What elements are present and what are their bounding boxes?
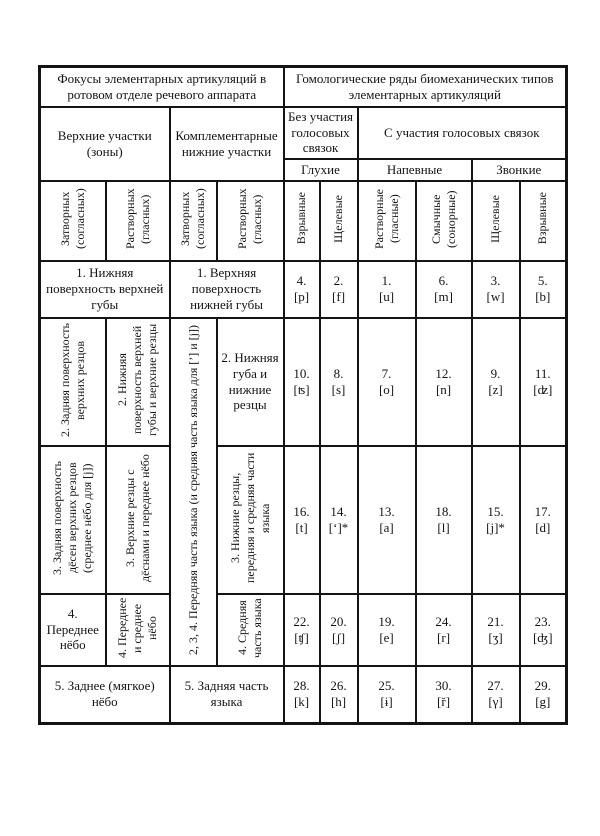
sound-cell — [358, 261, 416, 318]
subheader-fricative-voiced — [472, 181, 520, 261]
subheader-open-vowels-voiced — [358, 181, 416, 261]
sound-cell — [472, 594, 520, 666]
sound-symbol: [ʧ] — [294, 629, 309, 645]
sound-symbol: [o] — [378, 381, 395, 397]
sound-number: 2. — [333, 273, 344, 289]
table-title-right: Гомологические ряды биомеханических типов элементарных артикуляций — [284, 67, 567, 107]
sound-number: 24. — [435, 613, 452, 629]
sound-symbol: [ʦ] — [293, 381, 310, 397]
sound-cell — [520, 446, 567, 594]
articulation-table — [38, 65, 568, 725]
sound-symbol: [ɨ] — [380, 694, 393, 710]
zone-open-row3 — [106, 446, 170, 594]
sound-symbol: [t] — [295, 519, 308, 535]
zone-row5: 5. Заднее (мягкое) нёбо — [40, 666, 170, 724]
sound-symbol: [f] — [332, 289, 346, 304]
sound-symbol: [n] — [435, 381, 452, 397]
sound-number: 6. — [438, 273, 449, 289]
sound-symbol: [‘]* — [328, 519, 349, 535]
rotated-label: 3. Задняя поверхность дёсен верхних резцов (среднее нёбо для [j]) — [50, 460, 95, 575]
sound-symbol: [ř] — [437, 694, 451, 710]
sound-number: 1. — [381, 273, 392, 289]
rotated-label: 4. Средняя часть языка — [235, 597, 265, 658]
subheader-label: Затворных (согласных) — [57, 188, 87, 249]
sound-symbol: [e] — [379, 629, 394, 645]
sound-number: 12. — [435, 365, 452, 381]
sound-cell — [358, 594, 416, 666]
subheader-label: Взрывные — [294, 192, 309, 245]
subheader-closure-consonants-2 — [170, 181, 217, 261]
sound-cell — [416, 666, 472, 724]
sound-symbol: [a] — [379, 519, 394, 535]
subheader-label: Щелевые — [488, 194, 503, 243]
rotated-label: 2. Нижняя поверхность верхней губы и верхние резцы — [115, 323, 159, 436]
subheader-label: Растворные (гласные) — [371, 188, 401, 249]
zone-open-row2 — [106, 318, 170, 446]
sound-cell — [472, 318, 520, 446]
sound-cell — [320, 446, 358, 594]
sound-number: 28. — [293, 678, 310, 694]
sound-cell — [416, 261, 472, 318]
zone-closure-row3 — [40, 446, 106, 594]
sound-cell — [320, 666, 358, 724]
sound-symbol: [b] — [535, 289, 551, 304]
sound-cell — [358, 446, 416, 594]
sound-cell — [320, 318, 358, 446]
subheader-label: Смычные (сонорные) — [428, 189, 458, 248]
sound-cell — [320, 594, 358, 666]
sound-symbol: [j]* — [486, 519, 505, 535]
zone-closure-row2 — [40, 318, 106, 446]
zone-closure-row4: 4. Переднее нёбо — [40, 594, 106, 666]
sound-number: 19. — [378, 613, 395, 629]
sound-number: 13. — [378, 503, 395, 519]
sound-cell — [472, 446, 520, 594]
sound-number: 4. — [296, 273, 307, 289]
sound-symbol: [s] — [331, 381, 346, 397]
sound-symbol: [z] — [488, 381, 503, 397]
sound-number: 22. — [293, 613, 310, 629]
sound-symbol: [p] — [293, 289, 310, 304]
sound-symbol: [d] — [535, 519, 551, 535]
subheader-label: Щелевые — [331, 194, 346, 243]
rotated-label: 3. Верхние резцы с дёснами и переднее нёбо — [122, 453, 152, 582]
sound-symbol: [r] — [437, 629, 451, 645]
sound-symbol: [m] — [434, 289, 453, 304]
sound-cell — [472, 261, 520, 318]
sound-number: 23. — [534, 613, 551, 629]
rotated-label: 4. Переднее и среднее нёбо — [115, 597, 159, 658]
sound-number: 18. — [435, 503, 452, 519]
sound-cell — [472, 666, 520, 724]
header-voiceless: Глухие — [284, 159, 358, 181]
sound-cell — [520, 666, 567, 724]
subheader-label: Растворных (гласных) — [122, 188, 152, 249]
sound-number: 21. — [487, 613, 504, 629]
sound-number: 30. — [435, 678, 452, 694]
header-melodic: Напевные — [358, 159, 472, 181]
sound-number: 5. — [537, 273, 548, 289]
comp-open-row3 — [217, 446, 284, 594]
sound-number: 25. — [378, 678, 395, 694]
sound-number: 8. — [333, 365, 344, 381]
subheader-sonorant — [416, 181, 472, 261]
rotated-label: 2, 3, 4. Передняя часть языка (и средняя часть языка для [’] и [j]) — [185, 324, 200, 655]
sound-cell — [416, 318, 472, 446]
sound-number: 11. — [534, 365, 551, 381]
sound-number: 3. — [490, 273, 501, 289]
sound-number: 15. — [487, 503, 504, 519]
sound-symbol: [w] — [486, 289, 505, 304]
sound-cell — [284, 261, 320, 318]
subheader-closure-consonants — [40, 181, 106, 261]
subheader-plosive-voiced — [520, 181, 567, 261]
sound-symbol: [k] — [293, 694, 310, 710]
sound-cell — [520, 594, 567, 666]
sound-cell — [416, 446, 472, 594]
subheader-label: Растворных (гласных) — [235, 188, 265, 249]
subheader-plosive-voiceless — [284, 181, 320, 261]
sound-symbol: [u] — [378, 289, 395, 304]
subheader-label: Затворных (согласных) — [178, 188, 207, 249]
subheader-open-vowels-2 — [217, 181, 284, 261]
sound-symbol: [h] — [330, 694, 347, 710]
header-without-voice: Без участия голосовых связок — [284, 107, 358, 159]
sound-symbol: [ʒ] — [488, 629, 503, 645]
sound-cell — [358, 318, 416, 446]
sound-symbol: [γ] — [488, 694, 503, 710]
header-complementary-lower: Комплементарные нижние участки — [170, 107, 284, 181]
subheader-fricative-voiceless — [320, 181, 358, 261]
comp-open-row2: 2. Нижняя губа и нижние резцы — [217, 318, 284, 446]
rotated-label: 2. Задняя поверхность верхних резцов — [57, 322, 87, 437]
sound-number: 29. — [534, 678, 551, 694]
sound-symbol: [g] — [535, 694, 551, 710]
sound-number: 20. — [330, 613, 347, 629]
sound-number: 9. — [490, 365, 501, 381]
sound-cell — [284, 446, 320, 594]
sound-symbol: [ʣ] — [533, 381, 553, 397]
sound-cell — [320, 261, 358, 318]
comp-row1: 1. Верхняя поверхность нижней губы — [170, 261, 284, 318]
comp-open-row4 — [217, 594, 284, 666]
sound-cell — [358, 666, 416, 724]
sound-number: 26. — [330, 678, 347, 694]
sound-cell — [416, 594, 472, 666]
sound-number: 16. — [293, 503, 310, 519]
subheader-label: Взрывные — [535, 192, 550, 245]
comp-closure-rows2-4 — [170, 318, 217, 666]
sound-symbol: [ʤ] — [532, 629, 553, 645]
sound-symbol: [ʃ] — [332, 629, 346, 645]
header-voiced: Звонкие — [472, 159, 567, 181]
sound-cell — [284, 666, 320, 724]
sound-number: 7. — [381, 365, 392, 381]
header-with-voice: С участия голосовых связок — [358, 107, 567, 159]
sound-number: 10. — [293, 365, 310, 381]
sound-number: 27. — [487, 678, 504, 694]
rotated-label: 3. Нижние резцы, передняя и средняя части языка — [227, 452, 272, 583]
sound-cell — [284, 594, 320, 666]
table-title-left: Фокусы элементарных артикуляций в ротовом отделе речевого аппарата — [40, 67, 284, 107]
sound-cell — [284, 318, 320, 446]
header-upper-zones: Верхние участки (зоны) — [40, 107, 170, 181]
zone-open-row4 — [106, 594, 170, 666]
sound-number: 17. — [534, 503, 551, 519]
sound-cell — [520, 261, 567, 318]
zone-row1: 1. Нижняя поверхность верхней губы — [40, 261, 170, 318]
comp-row5: 5. Задняя часть языка — [170, 666, 284, 724]
subheader-open-vowels — [106, 181, 170, 261]
sound-symbol: [l] — [437, 519, 450, 535]
sound-number: 14. — [330, 503, 347, 519]
sound-cell — [520, 318, 567, 446]
